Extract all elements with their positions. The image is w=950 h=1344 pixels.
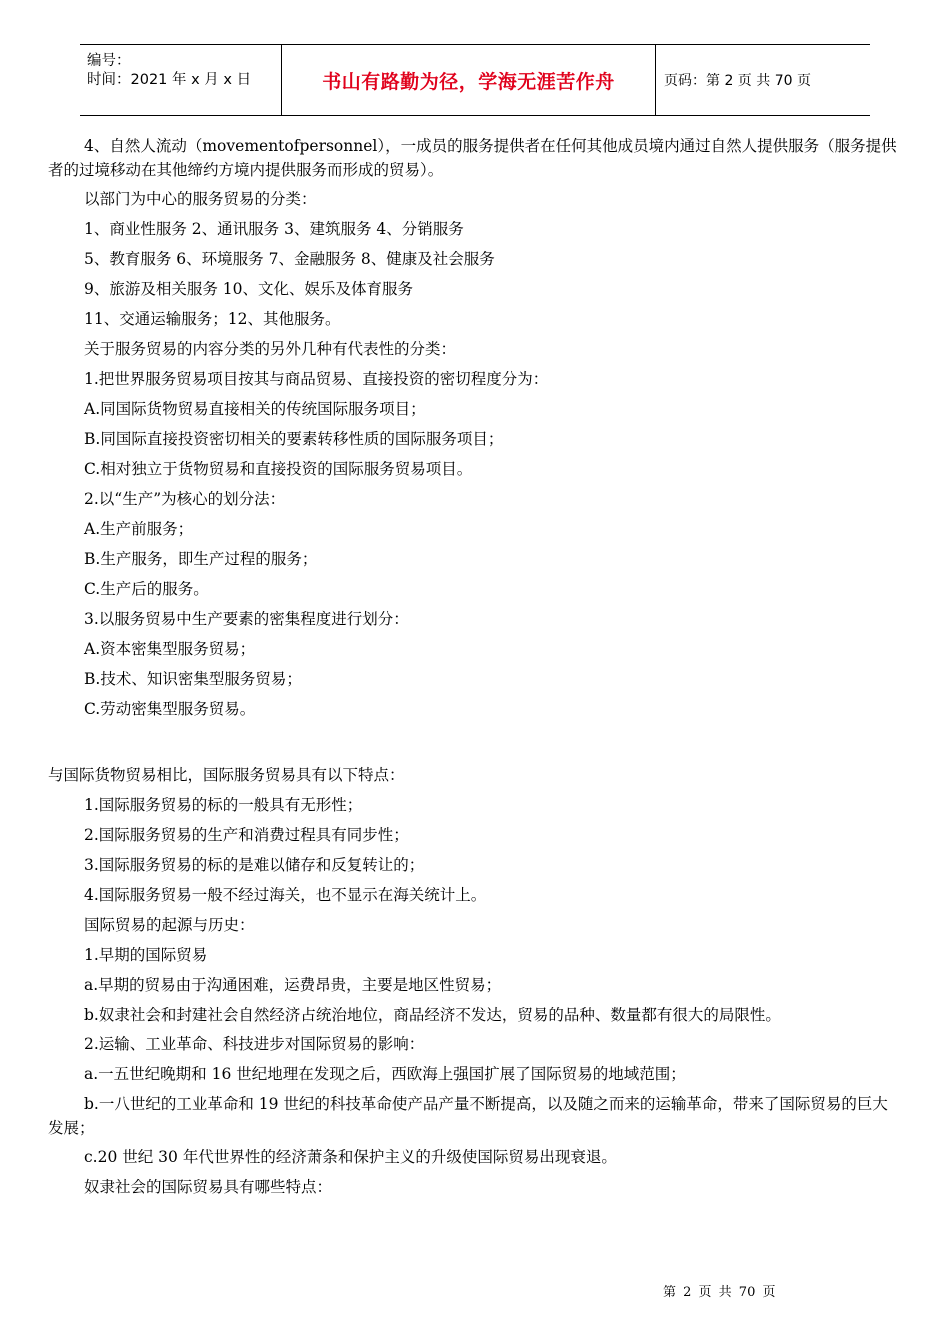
document-time-label: 时间：2021 年 x 月 x 日 [87,72,252,88]
paragraph: 以部门为中心的服务贸易的分类： [84,190,317,208]
header-meta [80,45,281,115]
paragraph: 4、自然人流动（movementofpersonnel），一成员的服务提供者在任何其他成员境内通过自然人提供服务（服务提供者的过境移动在其他缔约方境内提供服务而形成的贸易）。 [48,137,897,179]
list-item: 11、交通运输服务；12、其他服务。 [84,310,341,328]
list-item: 3.以服务贸易中生产要素的密集程度进行划分： [84,610,409,628]
list-item: 3.国际服务贸易的标的是难以储存和反复转让的； [84,856,425,874]
list-item: B.生产服务，即生产过程的服务； [84,550,318,568]
list-item: B.技术、知识密集型服务贸易； [84,670,302,688]
list-item: b.奴隶社会和封建社会自然经济占统治地位，商品经济不发达，贸易的品种、数量都有很大的局限性。 [84,1006,781,1024]
list-item: A.生产前服务； [84,520,194,538]
list-item: B.同国际直接投资密切相关的要素转移性质的国际服务项目； [84,430,504,448]
paragraph: 国际贸易的起源与历史： [84,916,255,934]
list-item: A.资本密集型服务贸易； [84,640,256,658]
list-item: A.同国际货物贸易直接相关的传统国际服务项目； [84,400,426,418]
list-item: C.生产后的服务。 [84,580,209,598]
header-page-info: 页码：第 2 页 共 70 页 [664,73,811,89]
paragraph: 关于服务贸易的内容分类的另外几种有代表性的分类： [84,340,457,358]
list-item: 1、商业性服务 2、通讯服务 3、建筑服务 4、分销服务 [84,220,464,238]
list-item: c.20 世纪 30 年代世界性的经济萧条和保护主义的升级使国际贸易出现衰退。 [84,1148,617,1166]
header-motto: 书山有路勤为径，学海无涯苦作舟 [281,45,656,115]
list-item: b.一八世纪的工业革命和 19 世纪的科技革命使产品产量不断提高，以及随之而来的运输革命，带来了国际贸易的巨大发展； [48,1095,888,1137]
list-item: a.一五世纪晚期和 16 世纪地理在发现之后，西欧海上强国扩展了国际贸易的地域范围； [84,1065,686,1083]
list-item: 2.以“生产”为核心的划分法： [84,490,286,508]
page-header [80,44,870,116]
list-item: 5、教育服务 6、环境服务 7、金融服务 8、健康及社会服务 [84,250,495,268]
list-item: 2.国际服务贸易的生产和消费过程具有同步性； [84,826,409,844]
list-item: C.劳动密集型服务贸易。 [84,700,256,718]
list-item: 4.国际服务贸易一般不经过海关，也不显示在海关统计上。 [84,886,487,904]
paragraph: 与国际货物贸易相比，国际服务贸易具有以下特点： [48,766,405,784]
paragraph: 奴隶社会的国际贸易具有哪些特点： [84,1178,333,1196]
page-footer: 第 2 页 共 70 页 [663,1285,776,1300]
document-body [48,134,898,1205]
document-number-label: 编号： [87,53,131,69]
spacer [48,727,898,763]
list-item: 1.早期的国际贸易 [84,946,208,964]
list-item: 1.国际服务贸易的标的一般具有无形性； [84,796,363,814]
list-item: 1.把世界服务贸易项目按其与商品贸易、直接投资的密切程度分为： [84,370,549,388]
list-item: C.相对独立于货物贸易和直接投资的国际服务贸易项目。 [84,460,473,478]
list-item: 2.运输、工业革命、科技进步对国际贸易的影响： [84,1035,425,1053]
list-item: a.早期的贸易由于沟通困难，运费昂贵，主要是地区性贸易； [84,976,502,994]
list-item: 9、旅游及相关服务 10、文化、娱乐及体育服务 [84,280,414,298]
